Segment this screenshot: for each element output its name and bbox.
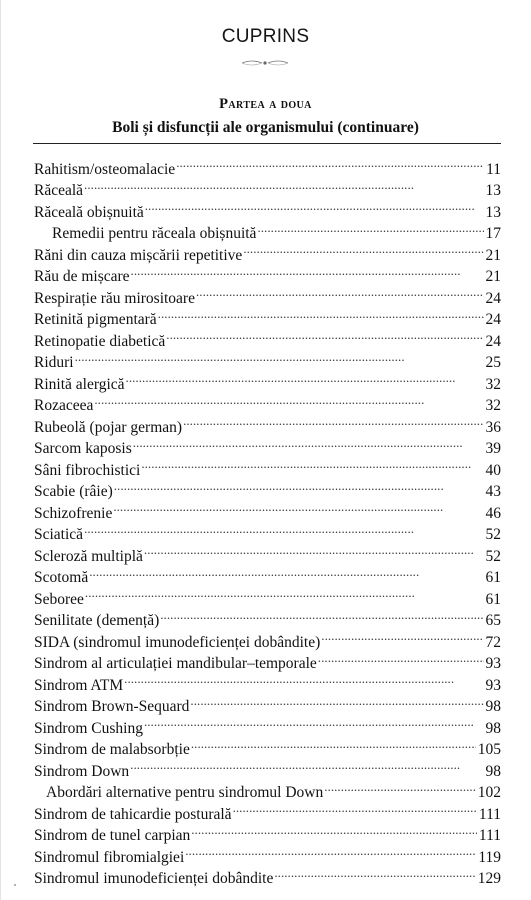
- toc-entry-label: Sindrom Brown-Sequard: [34, 698, 190, 715]
- toc-entry-page: 61: [485, 590, 501, 608]
- toc-entry-label: Rozaceea: [34, 397, 94, 414]
- toc-entry-label: Senilitate (demență): [34, 612, 160, 629]
- toc-entry-label: Retinopatie diabetică: [34, 332, 166, 350]
- toc-entry[interactable]: [34, 346, 501, 371]
- dot-leader: [257, 217, 483, 239]
- toc-entry-page: 17: [485, 225, 501, 242]
- toc-entry-label: Răceală: [34, 182, 84, 199]
- toc-entry-page: 111: [478, 805, 501, 823]
- toc-entry-page: 105: [477, 741, 501, 758]
- toc-entry-page: 52: [485, 547, 501, 565]
- toc-entry-label: Sindromul imunodeficienței dobândite: [34, 870, 274, 887]
- toc-entry-label: Sciatică: [34, 526, 84, 543]
- dot-leader: [318, 647, 484, 669]
- toc-entry-page: 25: [485, 354, 501, 371]
- toc-entry-page: 13: [485, 203, 501, 221]
- toc-entry-label: Retinită pigmentară: [34, 311, 157, 328]
- dot-leader: [160, 604, 483, 626]
- toc-entry-label: Scotomă: [34, 569, 89, 586]
- part-subtitle: Boli și disfuncții ale organismului (continuare): [112, 119, 419, 136]
- toc-entry[interactable]: [34, 561, 501, 586]
- dot-leader: [324, 776, 476, 798]
- toc-entry-label: Remedii pentru răceala obișnuită: [52, 225, 257, 242]
- dot-leader: [166, 324, 483, 346]
- dot-leader: [131, 260, 484, 282]
- toc-entry-page: 46: [485, 504, 501, 522]
- dot-leader: [89, 561, 483, 583]
- toc-entry-label: Scabie (râie): [34, 483, 113, 500]
- toc-entry-label: Răceală obișnuită: [34, 203, 144, 221]
- toc-entry-page: 40: [485, 461, 501, 479]
- toc-entry-label: Riduri: [34, 354, 74, 371]
- divider: [33, 143, 501, 144]
- toc-entry-page: 21: [485, 268, 501, 285]
- toc-entry[interactable]: [34, 410, 501, 436]
- toc-entry-page: 98: [485, 719, 501, 737]
- dot-leader: [145, 195, 484, 217]
- toc-entry[interactable]: [34, 152, 501, 178]
- print-speck: [14, 884, 16, 886]
- toc-entry-label: Sindrom Cushing: [34, 719, 143, 737]
- toc-entry-label: Abordări alternative pentru sindromul Down: [46, 784, 324, 801]
- dot-leader: [75, 346, 484, 368]
- dot-leader: [124, 668, 483, 690]
- toc-entry[interactable]: [34, 582, 501, 608]
- toc-entry-page: 32: [485, 375, 501, 393]
- toc-entry-label: Sindrom de malabsorbție: [34, 741, 190, 758]
- toc-entry-label: Seboree: [34, 590, 84, 608]
- dot-leader: [144, 539, 484, 561]
- toc-entry-page: 129: [477, 870, 501, 887]
- dot-leader: [85, 582, 484, 604]
- dot-leader: [196, 281, 484, 303]
- dot-leader: [321, 625, 483, 647]
- dot-leader: [113, 496, 483, 518]
- toc-entry-page: 32: [485, 397, 501, 414]
- dot-leader: [233, 797, 477, 819]
- toc-entry-page: 111: [478, 827, 501, 844]
- toc-entry-label: Sindrom de tunel carpian: [34, 827, 191, 844]
- toc-entry-label: Scleroză multiplă: [34, 547, 143, 565]
- toc-entry-label: Rahitism/osteomalacie: [34, 160, 176, 178]
- toc-entry[interactable]: [34, 367, 501, 393]
- toc-entry-label: Rubeolă (pojar german): [34, 418, 183, 436]
- toc-entry-page: 13: [485, 182, 501, 199]
- toc-entry[interactable]: [34, 195, 501, 221]
- toc-entry-label: Sindrom de tahicardie posturală: [34, 805, 232, 823]
- toc-entry-page: 39: [485, 440, 501, 457]
- toc-entry-label: SIDA (sindromul imunodeficienței dobândite): [34, 633, 321, 651]
- toc-entry-label: Sarcom kaposis: [34, 440, 132, 457]
- table-of-contents: [34, 152, 501, 887]
- toc-entry-page: 72: [485, 633, 501, 651]
- dot-leader: [243, 238, 483, 260]
- page-title: CUPRINS: [221, 26, 310, 47]
- dot-leader: [158, 303, 484, 325]
- dot-leader: [274, 862, 475, 884]
- toc-entry-page: 98: [485, 698, 501, 715]
- toc-entry-page: 11: [486, 160, 501, 178]
- toc-entry-label: Sâni fibrochistici: [34, 461, 141, 479]
- dot-leader: [114, 475, 484, 497]
- dot-leader: [176, 152, 484, 174]
- toc-entry-label: Rinită alergică: [34, 375, 125, 393]
- toc-entry-page: 61: [485, 569, 501, 586]
- toc-entry-page: 93: [485, 655, 501, 672]
- dot-leader: [133, 432, 484, 454]
- dot-leader: [183, 410, 483, 432]
- dot-leader: [191, 819, 477, 841]
- toc-entry-label: Respirație rău mirositoare: [34, 289, 195, 307]
- toc-entry-page: 65: [485, 612, 501, 629]
- dot-leader: [126, 367, 484, 389]
- dot-leader: [144, 711, 484, 733]
- part-title: Partea a doua: [219, 96, 312, 112]
- dot-leader: [84, 518, 483, 540]
- dot-leader: [130, 754, 483, 776]
- dot-leader: [141, 453, 483, 475]
- toc-entry-label: Sindromul fibromialgiei: [34, 848, 185, 866]
- dot-leader: [185, 840, 476, 862]
- toc-entry-label: Schizofrenie: [34, 504, 113, 522]
- toc-entry-page: 43: [485, 483, 501, 500]
- toc-entry[interactable]: [34, 174, 501, 199]
- toc-entry-label: Rău de mișcare: [34, 268, 130, 285]
- toc-entry-page: 119: [478, 848, 501, 866]
- dot-leader: [84, 174, 483, 196]
- dot-leader: [191, 733, 476, 755]
- toc-entry-page: 24: [485, 332, 501, 350]
- ornament-icon: [240, 58, 290, 68]
- toc-entry[interactable]: [34, 389, 501, 414]
- toc-entry-page: 36: [485, 418, 501, 436]
- toc-entry-page: 93: [485, 676, 501, 694]
- dot-leader: [190, 690, 483, 712]
- toc-entry-page: 98: [485, 762, 501, 780]
- toc-entry[interactable]: [34, 518, 501, 543]
- toc-entry-page: 24: [485, 311, 501, 328]
- toc-entry-label: Sindrom Down: [34, 762, 130, 780]
- toc-entry-page: 24: [485, 289, 501, 307]
- toc-entry-page: 52: [485, 526, 501, 543]
- toc-entry[interactable]: [34, 539, 501, 565]
- dot-leader: [94, 389, 483, 411]
- toc-entry-label: Sindrom ATM: [34, 676, 124, 694]
- toc-entry-page: 102: [477, 784, 501, 801]
- toc-entry[interactable]: [34, 604, 501, 629]
- toc-entry-label: Răni din cauza mișcării repetitive: [34, 246, 243, 264]
- toc-entry-page: 21: [485, 246, 501, 264]
- toc-entry-label: Sindrom al articulației mandibular–temporale: [34, 655, 317, 672]
